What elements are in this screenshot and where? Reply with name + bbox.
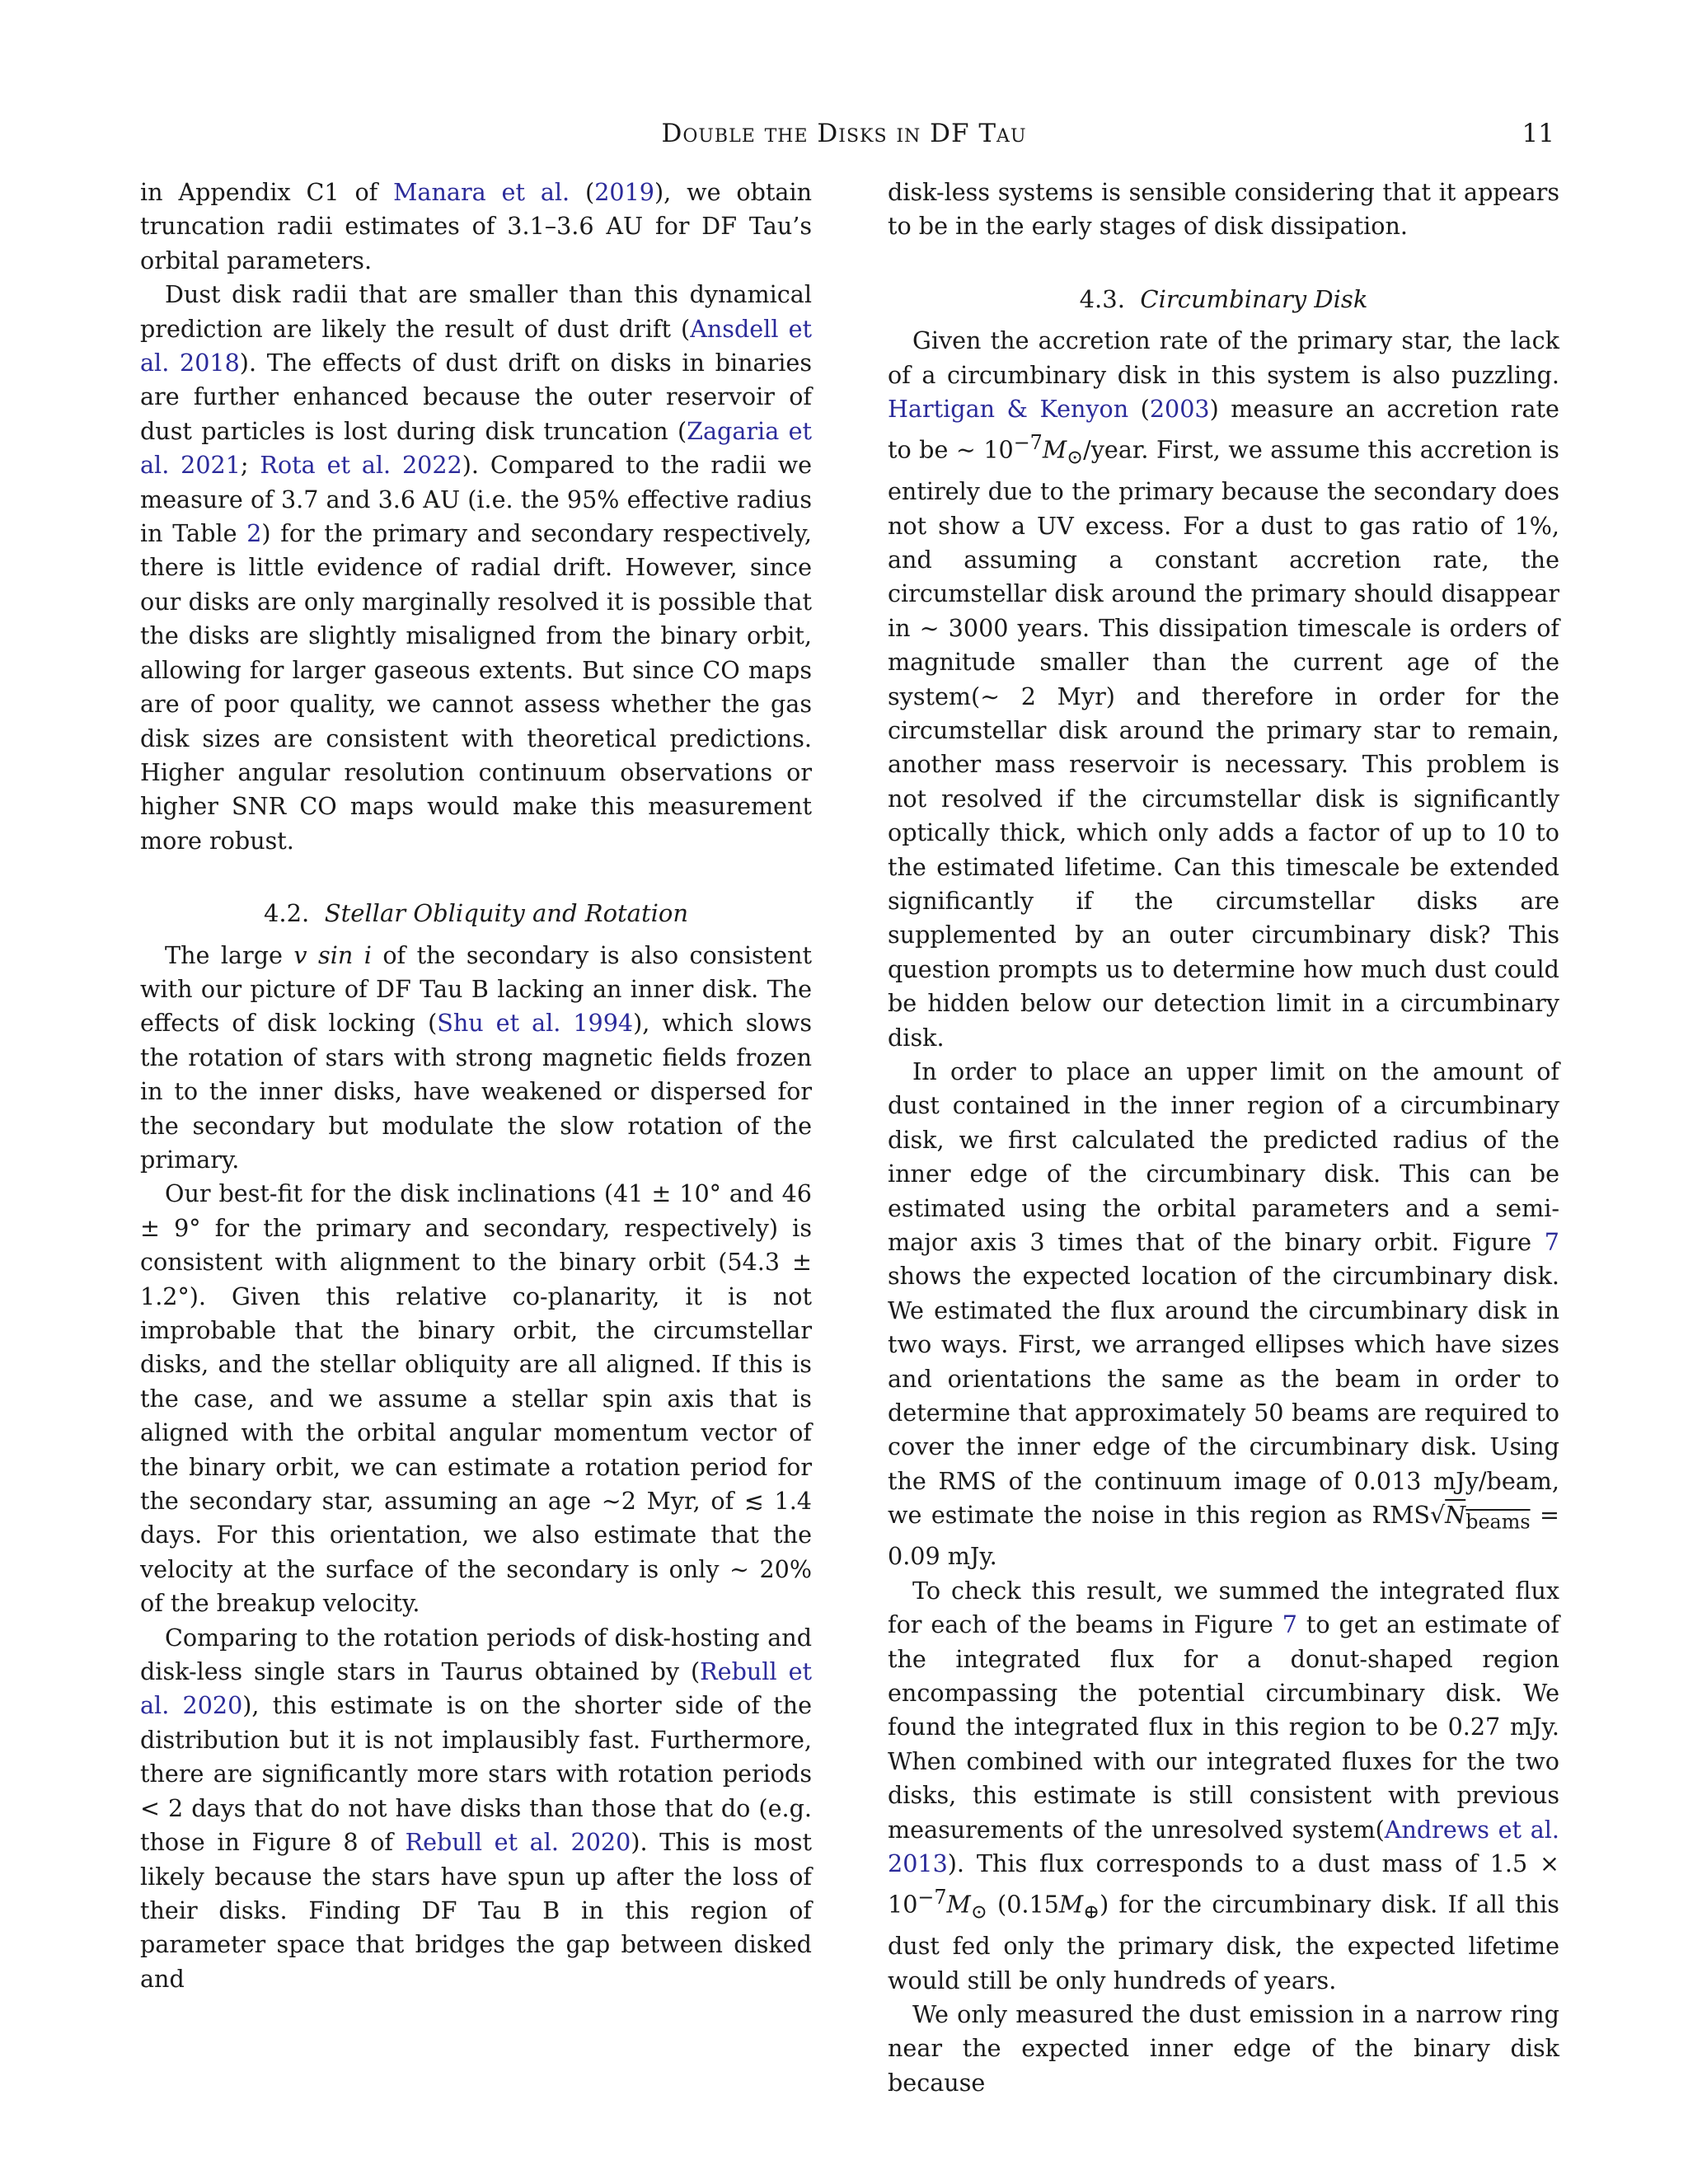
section-heading [140, 897, 812, 930]
text-run: Our best-fit for the disk inclinations (41 ± 10° and 46 ± 9° for the primary and secondary, respectively) is consistent with alignment to the binary orbit (54.3 ± 1.2°). Given this relative co-planarity, it is not improbable that the binary orbit, the circumstellar disks, and the stellar obliquity are all aligned. If this is the case, and we assume a stellar spin axis that is aligned with the orbital angular momentum vector of the binary orbit, we can estimate a rotation period for the secondary star, assuming an age ∼2 Myr, of ≲ 1.4 days. For this orientation, we also estimate that the velocity at the surface of the secondary is only ∼ 20% of the breakup velocity. [140, 1179, 812, 1618]
text-run: (0.15 [987, 1891, 1059, 1919]
figure-ref-link[interactable]: 7 [1544, 1228, 1559, 1257]
text-run: of the secondary is also consistent with our picture of DF Tau B lacking an inner disk. The effects of disk locking ( [140, 940, 812, 1038]
text-run: In order to place an upper limit on the amount of dust contained in the inner region of a circumbinary disk, we first calculated the predicted radius of the inner edge of the circumbinary disk. This can be estimated using the orbital parameters and a semi-major axis 3 times that of the binary orbit. Figure [888, 1057, 1559, 1257]
text-run: shows the expected location of the circumbinary disk. We estimated the flux around the circumbinary disk in two ways. First, we arranged ellipses which have sizes and orientations the same as the beam in order to determine that approximately 50 beams are required to cover the inner edge of the circumbinary disk. Using the RMS of the continuum image of 0.013 mJy/beam, we estimate the noise in this region as RMS [888, 1262, 1559, 1530]
text-run: ), we obtain truncation radii estimates of 3.1–3.6 AU for DF Tau’s orbital parameters. [140, 178, 812, 274]
subscript: ⊙ [1067, 445, 1084, 469]
table-ref-link[interactable]: 2 [246, 519, 262, 548]
citation-link[interactable]: 2003 [1149, 395, 1210, 424]
math-symbol: N [1445, 1501, 1466, 1530]
text-run: disk-less systems is sensible considering that it appears to be in the early stages of disk dissipation. [888, 178, 1559, 241]
running-header [0, 119, 1688, 152]
subscript: ⊕ [1083, 1900, 1100, 1924]
text-run: ), which slows the rotation of stars with strong magnetic fields frozen in to the inner disks, have weakened or dispersed for the secondary but modulate the slow rotation of the primary. [140, 1009, 812, 1174]
section-heading [888, 283, 1559, 316]
text-run: ). The effects of dust drift on disks in binaries are further enhanced because the outer reservoir of dust particles is lost during disk truncation ( [140, 349, 812, 445]
text-run: ) for the primary and secondary respectively, there is little evidence of radial drift. However, since our disks are only marginally resolved it is possible that the disks are slightly misaligned from the binary orbit, allowing for larger gaseous extents. But since CO maps are of poor quality, we cannot assess whether the gas disk sizes are consistent with theoretical predictions. Higher angular resolution continuum observations or higher SNR CO maps would make this measurement more robust. [140, 519, 812, 855]
paragraph [888, 176, 1559, 244]
paragraph [140, 1177, 812, 1620]
paragraph [888, 1998, 1559, 2100]
paragraph [888, 1574, 1559, 1998]
text-run: = 0.09 mJy. [888, 1501, 1559, 1571]
paragraph [888, 1055, 1559, 1574]
text-run: ) for the circumbinary disk. If all this dust fed only the primary disk, the expected lifetime would still be only hundreds of years. [888, 1891, 1559, 1994]
text-run: ). This is most likely because the stars have spun up after the loss of their disks. Finding DF Tau B in this region of parameter space that bridges the gap between disked and [140, 1828, 812, 1993]
math-sqrt: √ [1429, 1501, 1446, 1530]
section-title: Stellar Obliquity and Rotation [324, 899, 689, 928]
citation-link[interactable]: Zagaria et al. 2021 [140, 416, 812, 480]
citation-link[interactable]: Shu et al. 1994 [437, 1009, 634, 1038]
paragraph [140, 176, 812, 278]
text-run: ), this estimate is on the shorter side of the distribution but it is not implausibly fast. Furthermore, there are significantly more stars with rotation periods < 2 days that do not have disks than those that do (e.g. those in Figure 8 of [140, 1691, 813, 1857]
citation-link[interactable]: Rota et al. 2022 [260, 451, 462, 480]
text-run: ; [240, 451, 260, 480]
text-run: /year. First, we assume this accretion is entirely due to the primary because the secondary does not show a UV excess. For a dust to gas ratio of 1%, and assuming a constant accretion rate, the circumstellar disk around the primary should disappear in ∼ 3000 years. This dissipation timescale is orders of magnitude smaller than the current age of the system(∼ 2 Myr) and therefore in order for the circumstellar disk around the primary star to remain, another mass reservoir is necessary. This problem is not resolved if the circumstellar disk is significantly optically thick, which only adds a factor of up to 10 to the estimated lifetime. Can this timescale be extended significantly if the circumstellar disks are supplemented by an outer circumbinary disk? This question prompts us to determine how much dust could be hidden below our detection limit in a circumbinary disk. [888, 435, 1559, 1052]
citation-link[interactable]: Rebull et al. 2020 [140, 1657, 812, 1720]
citation-link[interactable]: 2019 [594, 178, 654, 206]
subscript: ⊙ [970, 1900, 987, 1924]
text-run: ) measure an accretion rate to be ∼ 10 [888, 395, 1559, 464]
section-number: 4.3. [1079, 284, 1125, 313]
text-run: ( [570, 178, 595, 206]
citation-link[interactable]: Hartigan & Kenyon [888, 395, 1129, 424]
paragraph [888, 324, 1559, 1055]
superscript: −7 [917, 1886, 947, 1910]
math-symbol: M [946, 1891, 971, 1919]
text-run: ( [1128, 395, 1150, 424]
text-run: To check this result, we summed the integrated flux for each of the beams in Figure [888, 1576, 1559, 1639]
citation-link[interactable]: Rebull et al. 2020 [405, 1828, 631, 1857]
citation-link[interactable]: Manara et al. [393, 178, 570, 206]
text-run: to get an estimate of the integrated flux for a donut-shaped region encompassing the potential circumbinary disk. We found the integrated flux in this region to be 0.27 mJy. When combined with our integrated fluxes for the two disks, this estimate is still consistent with previous measurements of the unresolved system( [888, 1610, 1559, 1844]
paragraph [140, 1621, 812, 1996]
page-number: 11 [1522, 119, 1554, 148]
citation-link[interactable]: Andrews et al. 2013 [888, 1815, 1559, 1878]
running-title: Double the Disks in DF Tau [661, 119, 1027, 148]
subscript: beams [1465, 1511, 1531, 1534]
text-run: Dust disk radii that are smaller than this dynamical prediction are likely the result of dust drift ( [140, 280, 812, 343]
text-run: in Appendix C1 of [140, 178, 394, 206]
right-column [888, 176, 1559, 2100]
text-run: Given the accretion rate of the primary star, the lack of a circumbinary disk in this system is also puzzling. [888, 326, 1559, 389]
text-run: The large [165, 940, 294, 969]
figure-ref-link[interactable]: 7 [1282, 1610, 1297, 1639]
math-vsini: v sin i [293, 940, 372, 969]
paragraph [140, 939, 812, 1178]
superscript: −7 [1013, 431, 1043, 455]
section-title: Circumbinary Disk [1140, 284, 1368, 313]
math-symbol: M [1058, 1891, 1084, 1919]
text-run: ). Compared to the radii we measure of 3.7 and 3.6 AU (i.e. the 95% effective radius in Table [140, 451, 812, 548]
left-column [140, 176, 812, 1996]
math-radicand [1445, 1501, 1531, 1534]
citation-link[interactable]: Ansdell et al. 2018 [140, 314, 813, 377]
text-run: We only measured the dust emission in a narrow ring near the expected inner edge of the binary disk because [888, 1999, 1559, 2097]
math-symbol: M [1042, 435, 1067, 464]
text-run: Comparing to the rotation periods of disk-hosting and disk-less single stars in Taurus obtained by ( [140, 1623, 812, 1686]
paragraph [140, 278, 812, 858]
text-run: ). This flux corresponds to a dust mass of 1.5 × 10 [888, 1849, 1559, 1919]
section-number: 4.2. [263, 899, 310, 928]
